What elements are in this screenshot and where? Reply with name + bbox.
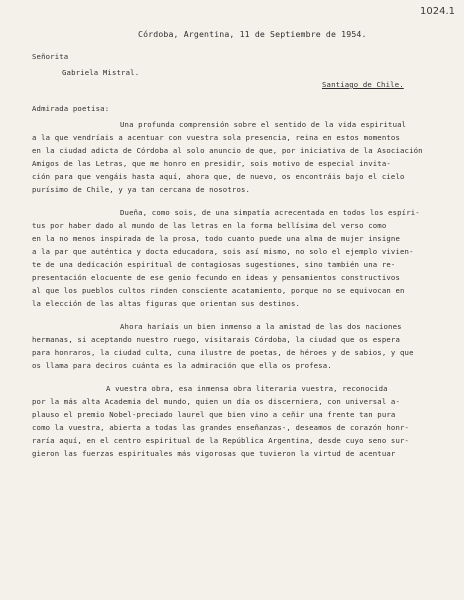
body-line: purísimo de Chile, y ya tan cercana de nosotros. bbox=[32, 185, 251, 194]
dateline: Córdoba, Argentina, 11 de Septiembre de 1954. bbox=[138, 29, 367, 39]
body-line: A vuestra obra, esa inmensa obra literaria vuestra, reconocida bbox=[106, 384, 388, 393]
recipient-city: Santiago de Chile. bbox=[322, 80, 404, 89]
body-line: para honraros, la ciudad culta, cuna ilustre de poetas, de héroes y de sabios, y que bbox=[32, 348, 414, 357]
body-line: en la ciudad adicta de Córdoba al solo anuncio de que, por iniciativa de la Asociación bbox=[32, 146, 423, 155]
body-line: gieron las fuerzas espirituales más vigorosas que tuvieron la virtud de acentuar bbox=[32, 449, 396, 458]
body-line: os llama para deciros cuánta es la admiración que ella os profesa. bbox=[32, 361, 332, 370]
body-line: Ahora haríais un bien inmenso a la amistad de las dos naciones bbox=[120, 322, 402, 331]
body-line: la elección de las altas figuras que orientan sus destinos. bbox=[32, 299, 301, 308]
body-line: raría aquí, en el centro espiritual de la República Argentina, desde cuyo seno sur- bbox=[32, 436, 410, 445]
body-line: a la que vendríais a acentuar con vuestra sola presencia, reina en estos momentos bbox=[32, 133, 400, 142]
body-line: Una profunda comprensión sobre el sentido de la vida espiritual bbox=[120, 120, 407, 129]
reference-number: 1024.1 bbox=[420, 6, 455, 17]
body-line: plauso el premio Nobel-preciado laurel que bien vino a ceñir una frente tan pura bbox=[32, 410, 396, 419]
body-line: hermanas, si aceptando nuestro ruego, visitarais Córdoba, la ciudad que os espera bbox=[32, 335, 400, 344]
body-line: te de una dedicación espiritual de contagiosas sugestiones, sino también una re- bbox=[32, 260, 396, 269]
body-line: como la vuestra, abierta a todas las grandes enseñanzas-, deseamos de corazón honr- bbox=[32, 423, 410, 432]
body-line: Amigos de las Letras, que me honro en presidir, sois motivo de especial invita- bbox=[32, 159, 391, 168]
body-line: a la par que auténtica y docta educadora, sois así mismo, no solo el ejemplo vivien- bbox=[32, 247, 414, 256]
body-line: por la más alta Academia del mundo, quien un día os discerniera, con universal a- bbox=[32, 397, 400, 406]
body-line: al que los pueblos cultos rinden consciente acatamiento, porque no se equivocan en bbox=[32, 286, 405, 295]
body-line: tus por haber dado al mundo de las letras en la forma bellísima del verso como bbox=[32, 221, 387, 230]
body-line: en la no menos inspirada de la prosa, todo cuanto puede una alma de mujer insigne bbox=[32, 234, 400, 243]
recipient-name: Gabriela Mistral. bbox=[62, 68, 140, 77]
salutation: Admirada poetisa: bbox=[32, 104, 110, 113]
recipient-title: Señorita bbox=[32, 52, 69, 61]
body-line: ción para que vengáis hasta aquí, ahora que, de nuevo, os encontráis bajo el cielo bbox=[32, 172, 405, 181]
body-line: Dueña, como sois, de una simpatía acrecentada en todos los espíri- bbox=[120, 208, 420, 217]
body-line: presentación elocuente de ese genio fecundo en ideas y pensamientos constructivos bbox=[32, 273, 400, 282]
